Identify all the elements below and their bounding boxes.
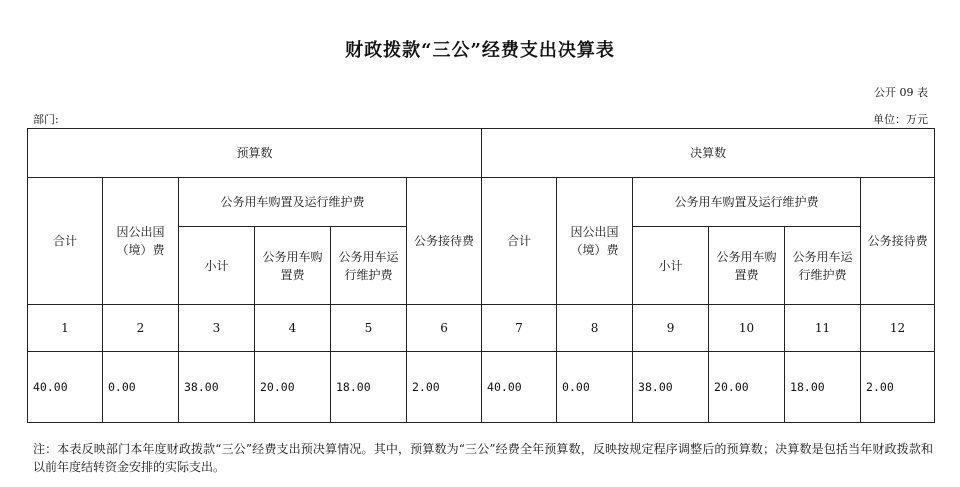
final-group-header: 决算数 — [482, 129, 935, 178]
column-number: 10 — [709, 305, 785, 352]
final-reception-value: 2.00 — [861, 352, 935, 423]
budget-reception-header: 公务接待费 — [407, 178, 482, 305]
column-number: 2 — [103, 305, 179, 352]
budget-abroad-value: 0.00 — [103, 352, 179, 423]
budget-reception-value: 2.00 — [407, 352, 482, 423]
budget-total-value: 40.00 — [28, 352, 103, 423]
final-vehicle-purchase-header: 公务用车购置费 — [709, 227, 785, 305]
department-label: 部门: — [33, 113, 59, 126]
final-vehicle-operation-value: 18.00 — [785, 352, 861, 423]
final-subtotal-value: 38.00 — [633, 352, 709, 423]
budget-abroad-header: 因公出国（境）费 — [103, 178, 179, 305]
budget-vehicle-operation-value: 18.00 — [331, 352, 407, 423]
column-number: 6 — [407, 305, 482, 352]
page-title: 财政拨款“三公”经费支出决算表 — [345, 40, 615, 61]
budget-subtotal-header: 小计 — [179, 227, 255, 305]
budget-vehicle-purchase-header: 公务用车购置费 — [255, 227, 331, 305]
column-number: 12 — [861, 305, 935, 352]
three-public-expense-table — [27, 128, 935, 423]
final-vehicle-group-header: 公务用车购置及运行维护费 — [633, 178, 861, 227]
footnote: 注：本表反映部门本年度财政拨款“三公”经费支出预决算情况。其中，预算数为“三公”经费全年预算数，反映按规定程序调整后的预算数；决算数是包括当年财政拨款和以前年度结转资金安排的实际支出。 — [33, 442, 933, 474]
column-number: 7 — [482, 305, 557, 352]
final-abroad-value: 0.00 — [557, 352, 633, 423]
column-number: 4 — [255, 305, 331, 352]
column-number: 8 — [557, 305, 633, 352]
final-total-header: 合计 — [482, 178, 557, 305]
column-number: 3 — [179, 305, 255, 352]
column-number: 1 — [28, 305, 103, 352]
final-vehicle-purchase-value: 20.00 — [709, 352, 785, 423]
final-reception-header: 公务接待费 — [861, 178, 935, 305]
unit-label: 单位：万元 — [873, 113, 928, 126]
final-subtotal-header: 小计 — [633, 227, 709, 305]
column-number: 9 — [633, 305, 709, 352]
final-vehicle-operation-header: 公务用车运行维护费 — [785, 227, 861, 305]
final-abroad-header: 因公出国（境）费 — [557, 178, 633, 305]
column-number: 11 — [785, 305, 861, 352]
column-number: 5 — [331, 305, 407, 352]
budget-total-header: 合计 — [28, 178, 103, 305]
budget-vehicle-purchase-value: 20.00 — [255, 352, 331, 423]
final-total-value: 40.00 — [482, 352, 557, 423]
budget-vehicle-operation-header: 公务用车运行维护费 — [331, 227, 407, 305]
form-number: 公开 09 表 — [874, 86, 928, 99]
budget-vehicle-group-header: 公务用车购置及运行维护费 — [179, 178, 407, 227]
budget-subtotal-value: 38.00 — [179, 352, 255, 423]
budget-group-header: 预算数 — [28, 129, 482, 178]
